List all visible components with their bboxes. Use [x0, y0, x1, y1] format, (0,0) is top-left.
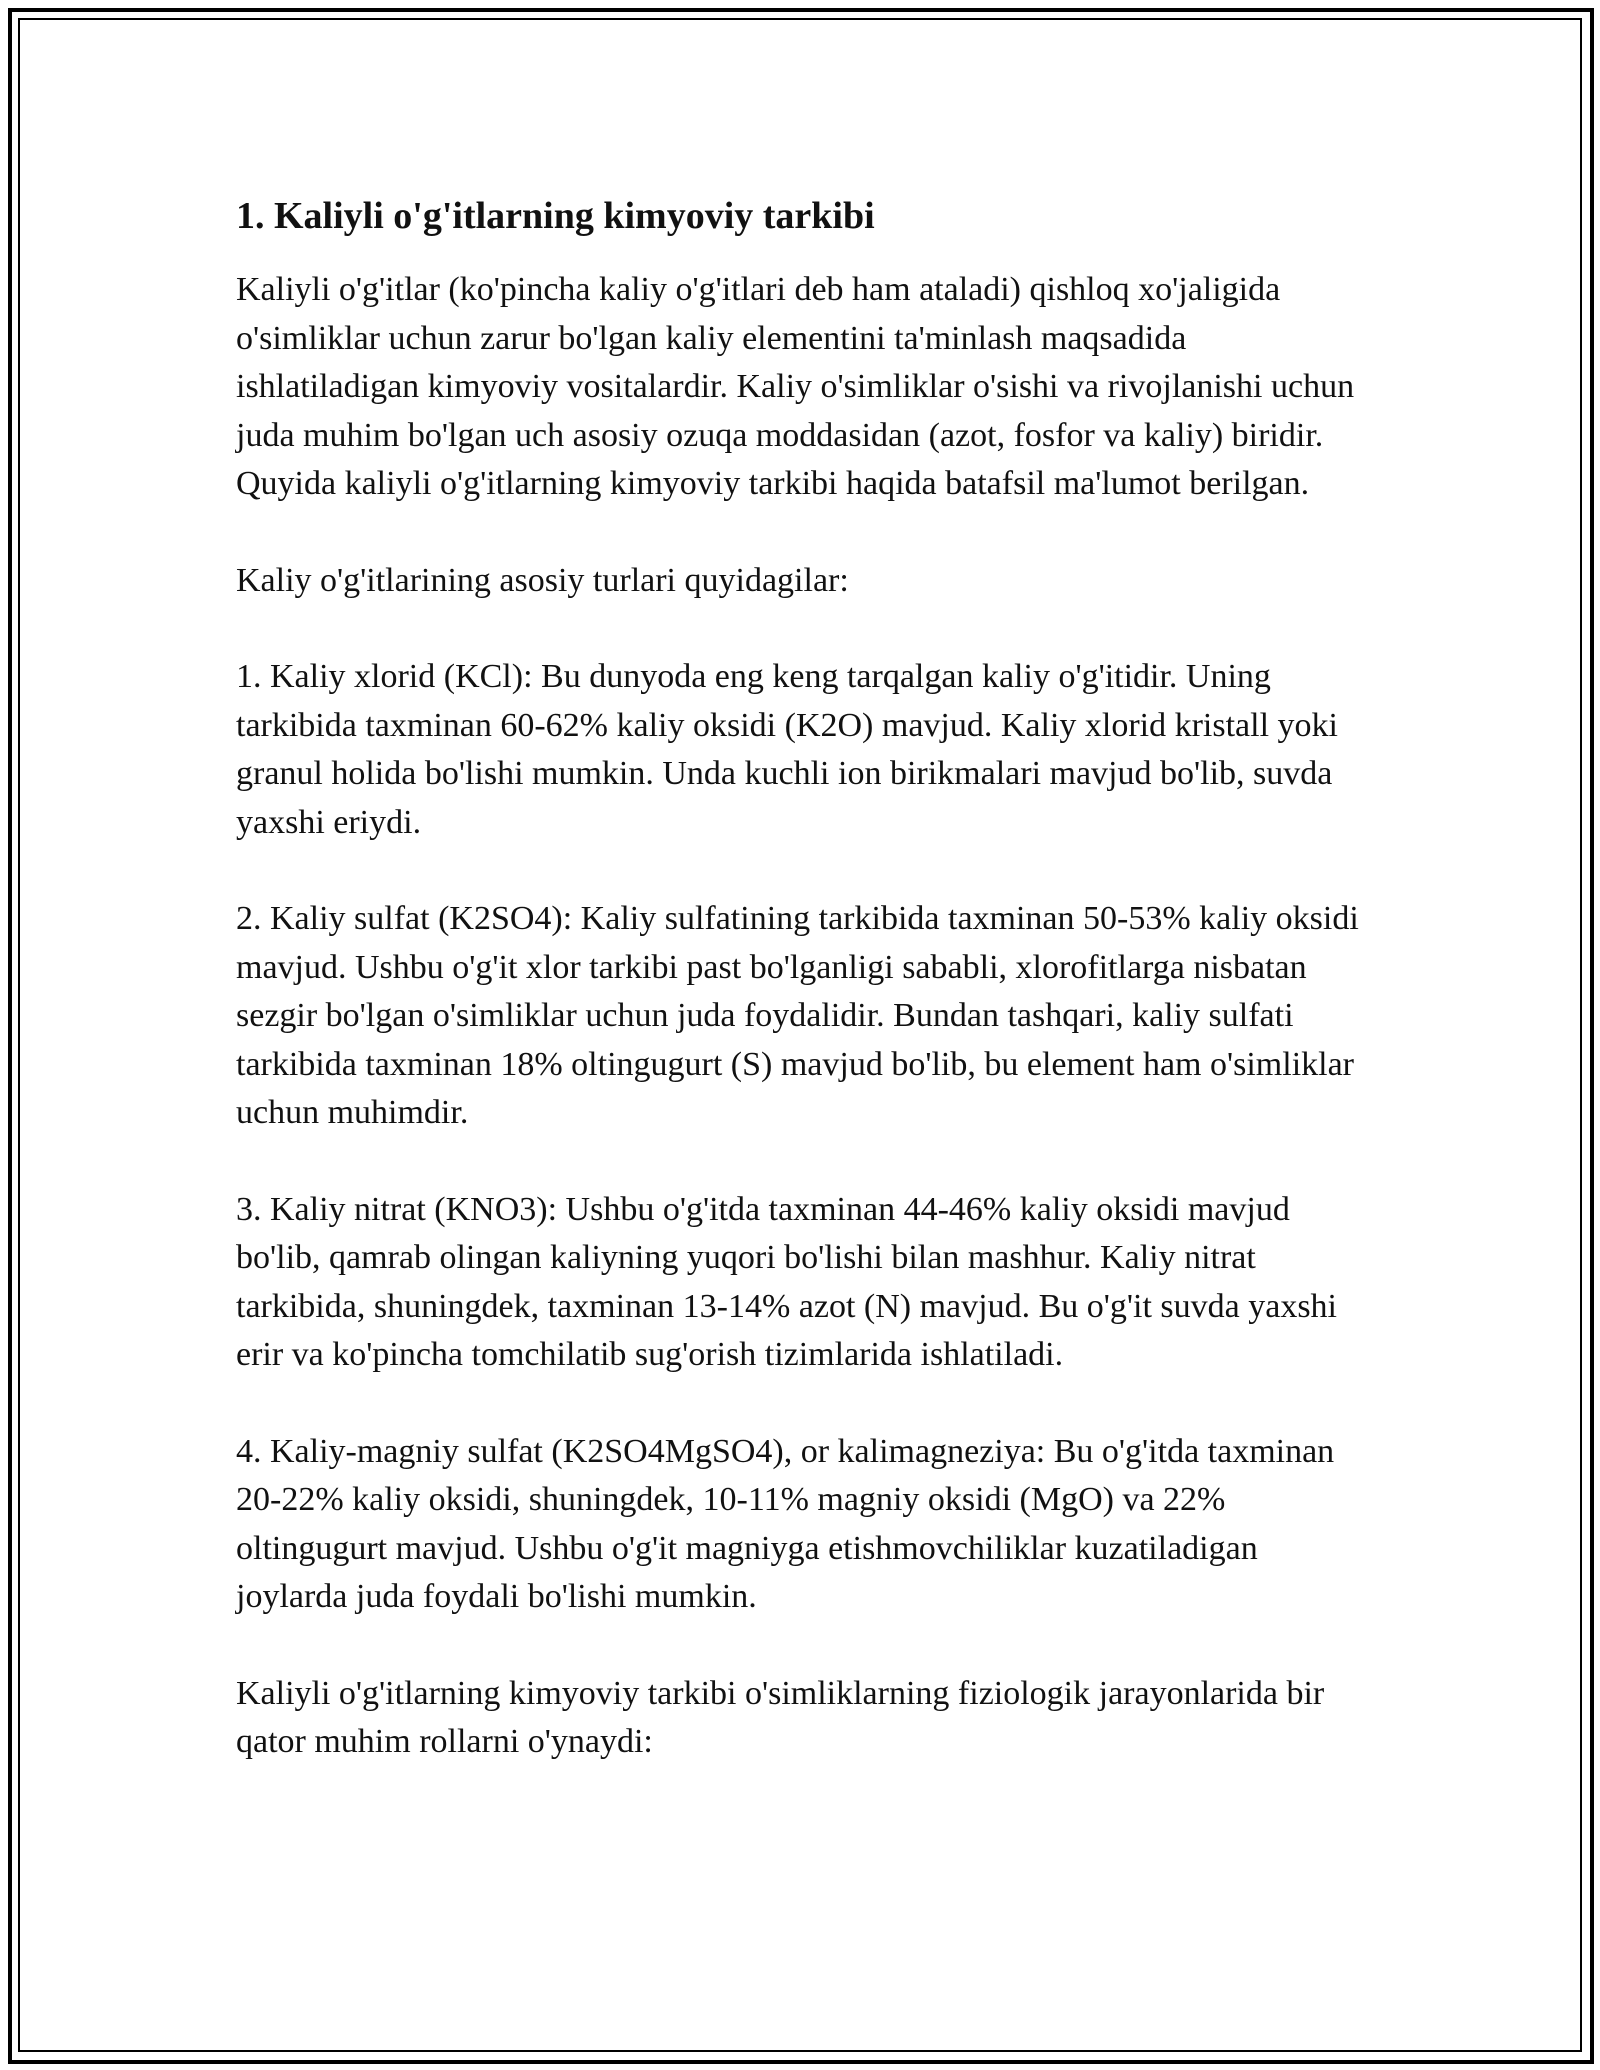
closing-paragraph: Kaliyli o'g'itlarning kimyoviy tarkibi o'simliklarning fiziologik jarayonlarida bir qator muhim rollarni o'ynaydi: [236, 1674, 1325, 1760]
list-item-potassium-sulfate: 2. Kaliy sulfat (K2SO4): Kaliy sulfatining tarkibida taxminan 50-53% kaliy oksidi mavjud. Ushbu o'g'it xlor tarkibi past bo'lganligi sababli, xlorofitlarga nisbatan sezgir bo'lgan o'simliklar uchun juda foydalidir. Bundan tashqari, kaliy sulfati tarkibida taxminan 18% oltingugurt (S) mavjud bo'lib, bu element ham o'simliklar uchun muhimdir. [236, 900, 1359, 1131]
list-item-potassium-magnesium-sulfate: 4. Kaliy-magniy sulfat (K2SO4MgSO4), or kalimagneziya: Bu o'g'itda taxminan 20-22% kaliy oksidi, shuningdek, 10-11% magniy oksidi (MgO) va 22% oltingugurt mavjud. Ushbu o'g'it magniyga etishmovchiliklar kuzatiladigan joylarda juda foydali bo'lishi mumkin. [236, 1432, 1335, 1615]
section-heading: 1. Kaliyli o'g'itlarning kimyoviy tarkibi [236, 195, 875, 237]
list-item-potassium-nitrate: 3. Kaliy nitrat (KNO3): Ushbu o'g'itda taxminan 44-46% kaliy oksidi mavjud bo'lib, qamrab olingan kaliyning yuqori bo'lishi bilan mashhur. Kaliy nitrat tarkibida, shuningdek, taxminan 13-14% azot (N) mavjud. Bu o'g'it suvda yaxshi erir va ko'pincha tomchilatib sug'orish tizimlarida ishlatiladi. [236, 1190, 1337, 1373]
intro-paragraph: Kaliyli o'g'itlar (ko'pincha kaliy o'g'itlari deb ham ataladi) qishloq xo'jaligida o'simliklar uchun zarur bo'lgan kaliy elementini ta'minlash maqsadida ishlatiladigan kimyoviy vositalardir. Kaliy o'simliklar o'sishi va rivojlanishi uchun juda muhim bo'lgan uch asosiy ozuqa moddasidan (azot, fosfor va kaliy) biridir. Quyida kaliyli o'g'itlarning kimyoviy tarkibi haqida batafsil ma'lumot berilgan. [236, 271, 1355, 502]
types-intro-paragraph: Kaliy o'g'itlarining asosiy turlari quyidagilar: [236, 561, 849, 599]
list-item-potassium-chloride: 1. Kaliy xlorid (KCl): Bu dunyoda eng keng tarqalgan kaliy o'g'itidir. Uning tarkibida taxminan 60-62% kaliy oksidi (K2O) mavjud. Kaliy xlorid kristall yoki granul holida bo'lishi mumkin. Unda kuchli ion birikmalari mavjud bo'lib, suvda yaxshi eriydi. [236, 658, 1338, 841]
document-body [236, 180, 1376, 1815]
